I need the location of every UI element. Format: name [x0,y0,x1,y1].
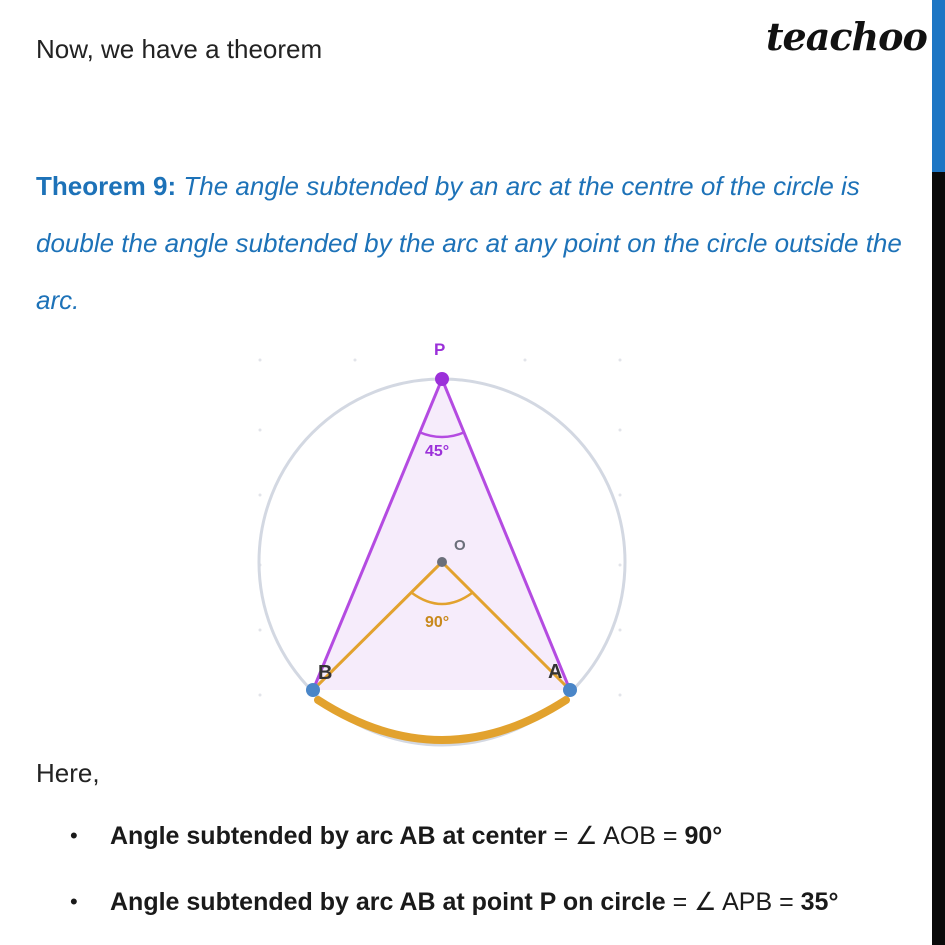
bullet-value: 90° [684,822,723,850]
label-o: O [454,537,466,554]
label-a: A [548,661,563,683]
scrollbar-thumb[interactable] [932,0,945,172]
intro-text: Now, we have a theorem [36,34,323,64]
bullet-text: = ∠ APB = [665,888,801,916]
point-b [306,683,320,697]
point-o [437,557,447,567]
bullet-text: = ∠ AOB = [546,822,685,850]
angle-label-o: 90° [425,614,450,631]
point-a [563,683,577,697]
here-text: Here, [36,758,100,788]
bullet-list [66,812,838,944]
arc-ab [318,700,566,740]
point-p [435,372,449,386]
bullet-value: 35° [800,888,839,916]
bullet-icon: • [70,823,78,848]
theorem-statement [36,158,916,329]
triangle-region [313,379,570,690]
label-b: B [318,662,333,684]
bullet-icon: • [70,889,78,914]
theorem-text: The angle subtended by an arc at the centre of the circle is double the angle subtended by the arc at any point on the circle outside the arc. [36,171,902,315]
bullet-bold-text: Angle subtended by arc AB at center [110,822,547,850]
list-item [66,878,838,944]
teachoo-logo: teachoo [766,14,927,59]
theorem-label: Theorem 9: [36,171,177,201]
bullet-bold-text: Angle subtended by arc AB at point P on circle [110,888,666,916]
angle-label-p: 45° [425,443,450,460]
label-p: P [434,340,446,359]
list-item [66,812,838,878]
circle-theorem-figure [240,330,660,755]
